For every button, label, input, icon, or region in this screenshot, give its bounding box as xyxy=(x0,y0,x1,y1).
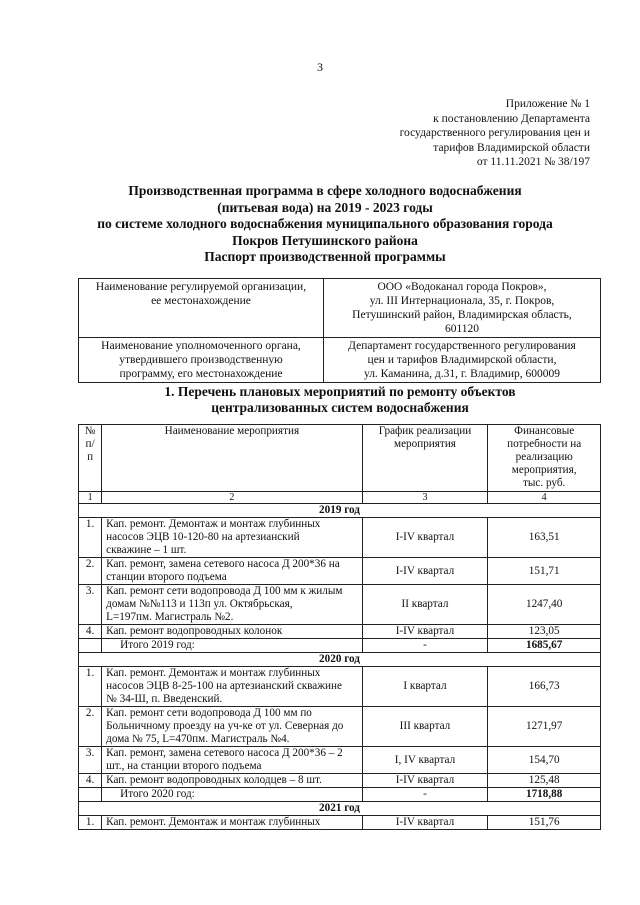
measure-text: скважине – 1 шт. xyxy=(106,544,187,556)
document-title xyxy=(60,183,590,266)
measure-text: шт., на станции второго подъема xyxy=(106,760,262,772)
measure-text: насосов ЭЦВ 10-120-80 на артезианский xyxy=(106,531,300,543)
org-text: ул. III Интернационала, 35, г. Покров, xyxy=(369,295,555,307)
measure-text: L=197пм. Магистраль №2. xyxy=(106,611,234,623)
org-label-cell xyxy=(79,338,324,383)
header-name xyxy=(102,425,362,492)
measure-value: 123,05 xyxy=(488,625,601,639)
row-number: 3. xyxy=(79,747,102,774)
section-line: централизованных систем водоснабжения xyxy=(211,400,469,415)
measure-text: № 34-Ш, п. Введенский. xyxy=(106,693,223,705)
measure-name xyxy=(102,518,362,558)
title-line: Производственная программа в сфере холодного водоснабжения xyxy=(128,183,522,198)
column-number: 3 xyxy=(362,492,488,504)
measure-value: 166,73 xyxy=(488,667,601,707)
row-number: 1. xyxy=(79,667,102,707)
header-text: мероприятия, xyxy=(511,464,577,476)
measure-name: Кап. ремонт водопроводных колонок xyxy=(102,625,362,639)
appendix-line: от 11.11.2021 № 38/197 xyxy=(476,156,590,168)
total-schedule: - xyxy=(362,639,488,653)
table-row xyxy=(79,667,601,707)
header-text: № xyxy=(84,425,96,437)
measure-name xyxy=(102,667,362,707)
row-number: 2. xyxy=(79,707,102,747)
title-line: Покров Петушинского района xyxy=(232,232,418,248)
table-row xyxy=(79,816,601,830)
measure-value: 1247,40 xyxy=(488,585,601,625)
header-text: потребности на xyxy=(507,438,582,450)
row-number: 4. xyxy=(79,774,102,788)
header-text: реализацию xyxy=(515,451,573,463)
measure-text: Кап. ремонт сети водопровода Д 100 мм по xyxy=(106,707,312,719)
measure-text: станции второго подъема xyxy=(106,571,227,583)
header-text: п/п xyxy=(85,438,95,463)
table-row xyxy=(79,558,601,585)
measure-name xyxy=(102,558,362,585)
org-text: Наименование регулируемой организации, xyxy=(95,281,307,293)
year-label: 2021 год xyxy=(79,802,601,816)
row-number xyxy=(79,788,102,802)
org-text: программу, его местонахождение xyxy=(119,368,283,380)
header-text: Финансовые xyxy=(514,425,575,437)
measures-table xyxy=(78,424,601,830)
org-text: ООО «Водоканал города Покров», xyxy=(377,281,547,293)
measure-value: 154,70 xyxy=(488,747,601,774)
row-number: 3. xyxy=(79,585,102,625)
header-schedule xyxy=(362,425,488,492)
table-row xyxy=(79,625,601,639)
org-text: цен и тарифов Владимирской области, xyxy=(367,354,557,366)
org-value-cell xyxy=(324,338,601,383)
measure-schedule: I-IV квартал xyxy=(362,774,488,788)
measure-schedule: I-IV квартал xyxy=(362,625,488,639)
total-label: Итого 2020 год: xyxy=(102,788,362,802)
column-number: 2 xyxy=(102,492,362,504)
row-number: 1. xyxy=(79,518,102,558)
row-number: 1. xyxy=(79,816,102,830)
total-value: 1685,67 xyxy=(488,639,601,653)
appendix-line: Приложение № 1 xyxy=(505,98,590,110)
measure-text: Кап. ремонт. Демонтаж и монтаж глубинных xyxy=(106,667,321,679)
header-text: тыс. руб. xyxy=(522,477,566,489)
org-label-cell xyxy=(79,279,324,338)
org-text: 601120 xyxy=(444,323,480,335)
org-text: ее местонахождение xyxy=(151,295,251,307)
header-text: мероприятия xyxy=(393,438,456,450)
measure-schedule: I-IV квартал xyxy=(362,558,488,585)
measure-name xyxy=(102,747,362,774)
measure-value: 151,76 xyxy=(488,816,601,830)
measure-value: 125,48 xyxy=(488,774,601,788)
org-row xyxy=(79,279,601,338)
column-number-row xyxy=(79,492,601,504)
table-row xyxy=(79,774,601,788)
org-value-cell xyxy=(324,279,601,338)
measure-schedule: I-IV квартал xyxy=(362,816,488,830)
measure-text: Кап. ремонт сети водопровода Д 100 мм к жилым xyxy=(106,585,343,597)
appendix-line: государственного регулирования цен и xyxy=(399,127,590,139)
measure-name: Кап. ремонт водопроводных колодцев – 8 шт. xyxy=(102,774,362,788)
year-row xyxy=(79,653,601,667)
title-line: по системе холодного водоснабжения муниципального образования города xyxy=(97,216,553,231)
measure-text: Больничному проезду на уч-ке от ул. Северная до xyxy=(106,720,344,732)
org-row xyxy=(79,338,601,383)
year-label: 2019 год xyxy=(79,504,601,518)
row-number: 2. xyxy=(79,558,102,585)
table-row xyxy=(79,585,601,625)
measure-name xyxy=(102,707,362,747)
organization-table xyxy=(78,278,601,383)
section-heading xyxy=(130,384,550,416)
org-text: ул. Каманина, д.31, г. Владимир, 600009 xyxy=(363,368,561,380)
section-line: 1. Перечень плановых мероприятий по ремонту объектов xyxy=(164,384,516,399)
measure-text: домам №№113 и 113п ул. Октябрьская, xyxy=(106,598,293,610)
measure-text: дома № 75, L=470пм. Магистраль №4. xyxy=(106,733,290,745)
table-row xyxy=(79,518,601,558)
measure-text: Кап. ремонт. Демонтаж и монтаж глубинных xyxy=(106,518,321,530)
measure-schedule: II квартал xyxy=(362,585,488,625)
org-text: Петушинский район, Владимирская область, xyxy=(352,309,572,321)
row-number xyxy=(79,639,102,653)
page-number: 3 xyxy=(317,60,323,74)
total-label: Итого 2019 год: xyxy=(102,639,362,653)
appendix-line: тарифов Владимирской области xyxy=(433,141,590,154)
year-label: 2020 год xyxy=(79,653,601,667)
row-number: 4. xyxy=(79,625,102,639)
total-value: 1718,88 xyxy=(488,788,601,802)
measure-value: 151,71 xyxy=(488,558,601,585)
year-row xyxy=(79,504,601,518)
measure-name: Кап. ремонт. Демонтаж и монтаж глубинных xyxy=(102,816,362,830)
total-row xyxy=(79,639,601,653)
measure-name xyxy=(102,585,362,625)
measure-text: насосов ЭЦВ 8-25-100 на артезианский скважине xyxy=(106,680,342,692)
measure-text: Кап. ремонт, замена сетевого насоса Д 200*36 – 2 xyxy=(106,747,343,759)
measure-value: 163,51 xyxy=(488,518,601,558)
total-row xyxy=(79,788,601,802)
measure-schedule: III квартал xyxy=(362,707,488,747)
measure-schedule: I-IV квартал xyxy=(362,518,488,558)
org-text: Наименование уполномоченного органа, xyxy=(101,340,301,352)
header-finance xyxy=(488,425,601,492)
column-number: 4 xyxy=(488,492,601,504)
org-text: Департамент государственного регулирования xyxy=(348,340,576,352)
measure-text: Кап. ремонт, замена сетевого насоса Д 200*36 на xyxy=(106,558,340,570)
column-number: 1 xyxy=(79,492,102,504)
table-row xyxy=(79,747,601,774)
total-schedule: - xyxy=(362,788,488,802)
year-row xyxy=(79,802,601,816)
title-line: (питьевая вода) на 2019 - 2023 годы xyxy=(217,199,433,215)
appendix-line: к постановлению Департамента xyxy=(433,112,590,125)
appendix-block xyxy=(400,97,590,170)
header-text: Наименование мероприятия xyxy=(164,425,300,437)
measure-schedule: I квартал xyxy=(362,667,488,707)
header-row xyxy=(79,425,601,492)
org-text: утвердившего производственную xyxy=(119,354,283,366)
header-text: График реализации xyxy=(378,425,472,437)
measure-schedule: I, IV квартал xyxy=(362,747,488,774)
header-num xyxy=(79,425,102,492)
title-line: Паспорт производственной программы xyxy=(204,249,446,264)
measure-value: 1271,97 xyxy=(488,707,601,747)
table-row xyxy=(79,707,601,747)
